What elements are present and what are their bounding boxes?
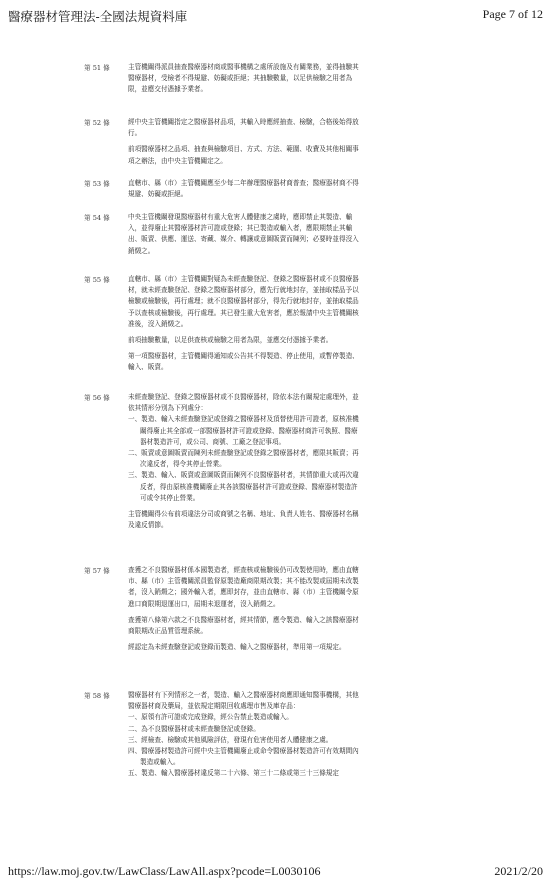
document-title: 醫療器材管理法-全國法規資料庫 — [8, 9, 188, 24]
page-header — [8, 7, 543, 25]
article-paragraph: 前項抽驗數量，以足供查核或檢驗之用者為限，並應交付憑據予業者。 — [128, 336, 333, 345]
list-item: 三、製造、輸入、販賣或意圖販賣而陳列不良醫療器材者，其情節重大或再次違反者，得由原核准機關廢止其各該醫療器材許可證或登錄、醫療器材製造許可或令其停止營業。 — [128, 471, 359, 502]
list-item: 二、販賣或意圖販賣而陳列未經查驗登記或登錄之醫療器材者，應限其販賣；再次違反者，得令其停止營業。 — [128, 449, 359, 469]
article-paragraph: 經中央主管機關指定之醫療器材品項，其輸入時應經抽查、檢驗，合格後始得放行。 — [128, 118, 359, 138]
article-paragraph: 直轄市、縣（市）主管機關應至少每二年辦理醫療器材商普查；醫療器材商不得規避、妨礙或拒絕。 — [128, 179, 359, 199]
article-paragraph: 主管機關得公布前項違法分司或商號之名稱、地址、負責人姓名、醫療器材名稱及違反情節。 — [128, 510, 359, 530]
article-number: 第 53 條 — [84, 180, 110, 188]
article-text — [128, 565, 360, 653]
article-text — [128, 274, 360, 374]
article-text — [128, 178, 360, 200]
print-date: 2021/2/20 — [494, 864, 543, 878]
article-number: 第 51 條 — [84, 64, 110, 72]
article-number: 第 54 條 — [84, 214, 110, 222]
page-number: Page 7 of 12 — [482, 7, 543, 21]
article-paragraph: 直轄市、縣（市）主管機關對疑為未經查驗登記、登錄之醫療器材或不良醫療器材，就未經查驗登記、登錄之醫療器材部分，應先行就地封存，並抽取樣品予以檢驗或檢驗後，再行處理；就不良醫療器材部分，得先行就地封存，並抽取樣品予以查核或檢驗後，再行處理。其已發生重大危害者，應於報請中央主管機關核准後，沒入銷燬之。 — [128, 275, 359, 328]
article-paragraph: 醫療器材有下列情形之一者，製造、輸入之醫療器材商應即通知醫事機構，其他醫療器材商及藥局，並依規定期限回收處理市售及庫存品： — [128, 691, 359, 711]
article-paragraph: 前項醫療器材之品項、抽查與檢驗項目、方式、方法、範圍、收費及其他相關事項之辦法，由中央主管機關定之。 — [128, 145, 359, 165]
article-text — [128, 117, 360, 167]
article-paragraph: 第一項醫療器材，主管機關得通知或公告其不得製造、停止使用，或暫停製造、輸入、販賣。 — [128, 352, 359, 372]
list-item: 一、原領有許可證或完成登錄，經公告禁止製造或輸入。 — [128, 713, 293, 722]
article-text — [128, 212, 360, 257]
list-item: 五、製造、輸入醫療器材違反第二十六條、第三十二條或第三十三條規定 — [128, 769, 339, 778]
article-text — [128, 62, 360, 96]
list-item: 二、為不良醫療器材或未經查驗登記或登錄。 — [128, 724, 260, 733]
article-paragraph: 查獲第八條第六款之不良醫療器材者，經其情節，應令製造、輸入之該醫療器材商限期改正品質管理系統。 — [128, 615, 359, 636]
article-number: 第 56 條 — [84, 394, 110, 402]
article-paragraph: 主管機關得派員抽查醫療器材商或醫事機構之處所設施及有關業務，並得抽驗其醫療器材，受檢者不得規避、妨礙或拒絕；其抽驗數量，以足供檢驗之用者為限，並應交付憑據予業者。 — [128, 63, 359, 94]
article-number: 第 58 條 — [84, 692, 110, 700]
list-item: 三、經檢查、檢驗或其他風險評估，發現有危害使用者人體健康之虞。 — [128, 735, 333, 744]
scanned-page — [84, 62, 496, 852]
source-url[interactable]: https://law.moj.gov.tw/LawClass/LawAll.aspx?pcode=L0030106 — [8, 864, 321, 878]
article-number: 第 52 條 — [84, 119, 110, 127]
article-paragraph: 未經查驗登記、登錄之醫療器材或不良醫療器材，除依本法有關規定處理外，並依其情形分別為下列處分： — [128, 393, 359, 413]
page-footer — [8, 864, 543, 880]
article-paragraph: 中央主管機關發現醫療器材有重大危害人體健康之虞時，應即禁止其製造、輸入，並得廢止其醫療器材許可證或登錄；其已製造或輸入者，應限期禁止其輸出、販賣、供應、運送、寄藏、媒介、轉讓或意圖販賣而陳列；必要時並得沒入銷燬之。 — [128, 213, 359, 255]
article-paragraph: 查獲之不良醫療器材係本國製造者，經查核或檢驗後仍可改製使用時，應由直轄市、縣（市）主管機關派員監督原製造廠商限期改製；其不能改製或屆期未改製者，沒入銷燬之；國外輸入者，應即封存，並由直轄市、縣（市）主管機關令原進口商限期退運出口，屆期未退運者，沒入銷燬之。 — [128, 566, 359, 608]
list-item: 四、醫療器材製造許可經中央主管機關廢止或命令醫療器材製造許可有效期間內製造或輸入。 — [128, 747, 359, 767]
list-item: 一、製造、輸入未經查驗登記或登錄之醫療器材及頂替使用許可證者，原核准機關得廢止其全部或一部醫療器材許可證或登錄、醫療器材商許可執照、醫療器材製造許可，或公司、商號、工廠之登記事項。 — [128, 415, 359, 446]
article-paragraph: 經認定為未經查驗登記或登錄而製造、輸入之醫療器材，準用第一項規定。 — [128, 643, 346, 652]
article-text — [128, 392, 360, 531]
article-text — [128, 690, 360, 780]
article-number: 第 55 條 — [84, 276, 110, 284]
article-number: 第 57 條 — [84, 567, 110, 575]
